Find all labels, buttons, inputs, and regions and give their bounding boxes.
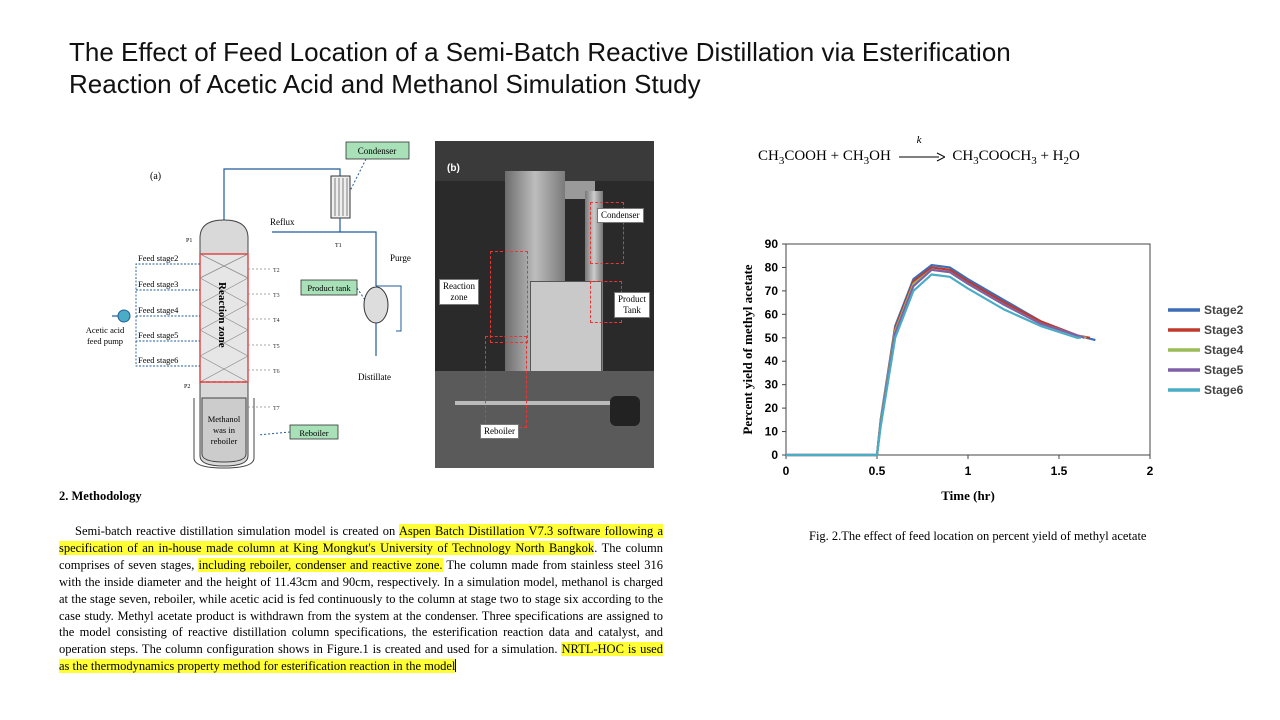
feed-stage-4: Feed stage4 bbox=[138, 305, 179, 315]
legend-label-stage6: Stage6 bbox=[1204, 383, 1244, 397]
highlight-1: Aspen Batch Distillation V7.3 software following a specification of an in-house made column at King Mongkut's University of Technology North Bangkok bbox=[59, 524, 664, 555]
text-cursor bbox=[455, 659, 456, 672]
eq-p2-sub: 2 bbox=[1063, 155, 1069, 167]
sensor-t3: T3 bbox=[273, 293, 280, 299]
x-tick-label: 2 bbox=[1146, 464, 1154, 478]
condenser-pointer bbox=[350, 159, 366, 191]
feed-pump-label-2: feed pump bbox=[86, 336, 124, 346]
plot-frame bbox=[786, 244, 1150, 455]
vapor-line bbox=[224, 169, 340, 222]
eq-p1: CH bbox=[952, 148, 974, 164]
y-tick-label: 30 bbox=[764, 377, 778, 392]
product-tank bbox=[364, 287, 388, 323]
reboiler-label: Reboiler bbox=[299, 428, 329, 438]
eq-r1-sub: 3 bbox=[778, 155, 785, 167]
highlight-3: NRTL-HOC is used as the thermodynamics property method for esterification reaction in the model bbox=[59, 642, 663, 674]
x-axis-label: Time (hr) bbox=[941, 488, 995, 503]
y-axis-label: Percent yield of methyl acetate bbox=[740, 264, 755, 435]
para-text-1: Semi-batch reactive distillation simulation model is created on bbox=[75, 524, 399, 538]
y-tick-label: 0 bbox=[771, 448, 778, 462]
feed-stage-3: Feed stage3 bbox=[138, 279, 179, 289]
p2-label: P2 bbox=[184, 384, 191, 390]
feed-stage-5: Feed stage5 bbox=[138, 330, 179, 340]
legend-label-stage2: Stage2 bbox=[1204, 303, 1244, 317]
eq-p1-sub: 3 bbox=[973, 155, 979, 167]
x-tick-label: 1 bbox=[964, 464, 972, 478]
photo-product-tank-line2: Tank bbox=[623, 305, 641, 315]
y-tick-label: 70 bbox=[764, 283, 778, 298]
legend-label-stage5: Stage5 bbox=[1204, 363, 1244, 377]
schematic-diagram bbox=[76, 136, 416, 471]
reaction-equation bbox=[758, 134, 1080, 167]
x-tick-label: 1.5 bbox=[1050, 464, 1068, 478]
eq-r2-tail: OH bbox=[869, 148, 891, 164]
eq-r2-sub: 3 bbox=[863, 155, 870, 167]
y-tick-label: 80 bbox=[764, 260, 778, 275]
photo-reaction-zone-line2: zone bbox=[450, 292, 468, 302]
methanol-label-3: reboiler bbox=[210, 436, 238, 446]
y-tick-label: 40 bbox=[764, 354, 778, 369]
eq-r1: CH bbox=[758, 148, 779, 164]
y-tick-label: 90 bbox=[764, 237, 778, 251]
sensor-t6: T6 bbox=[273, 369, 280, 375]
series-line-stage2 bbox=[786, 265, 1095, 455]
distillate-label: Distillate bbox=[358, 372, 391, 382]
photo-product-tank-label bbox=[614, 292, 650, 318]
sensor-t2: T2 bbox=[273, 268, 280, 274]
photo-condenser-label: Condenser bbox=[597, 208, 644, 223]
series-line-stage4 bbox=[786, 270, 1086, 455]
y-tick-label: 10 bbox=[764, 424, 778, 439]
para-text-3: The column made from stainless steel 316 with the inside diameter and the height of 11.43cm and 90cm, respectively. In a simulation model, methanol is charged at the stage seven, reboiler, while acetic acid is fed continuously to the column at stage two to stage six according to the case study. Methyl acetate product is withdrawn from the system at the condenser. Three specifications are assigned to the model consisting of reactive distillation column specifications, the esterification reaction data and catalyst, and operation steps. The column configuration shows in Figure.1 is created and used for a simulation. bbox=[59, 557, 664, 657]
y-tick-label: 20 bbox=[764, 401, 778, 416]
panel-label-a: (a) bbox=[150, 171, 162, 182]
rate-constant-k: k bbox=[916, 134, 922, 146]
condenser-label: Condenser bbox=[357, 146, 397, 156]
sensor-t4: T4 bbox=[273, 318, 280, 324]
yield-chart bbox=[730, 232, 1260, 512]
feed-stage-2: Feed stage2 bbox=[138, 253, 179, 263]
chart-plot-area bbox=[740, 237, 1244, 503]
series-line-stage6 bbox=[786, 274, 1081, 455]
x-tick-label: 0 bbox=[782, 464, 790, 478]
p1-label: P1 bbox=[186, 238, 193, 244]
methanol-label-1: Methanol bbox=[207, 414, 241, 424]
panel-label-b: (b) bbox=[447, 163, 460, 174]
methanol-label-2: was in bbox=[213, 425, 235, 435]
eq-p1-tail: COOCH bbox=[978, 148, 1032, 164]
reflux-label: Reflux bbox=[270, 217, 295, 227]
photo-reaction-zone-label bbox=[439, 279, 479, 305]
eq-p1-sub2: 3 bbox=[1031, 155, 1037, 167]
eq-plus1: + CH bbox=[826, 148, 864, 164]
y-tick-label: 50 bbox=[764, 330, 778, 345]
eq-r1-tail: COOH bbox=[784, 148, 827, 164]
highlight-2: including reboiler, condenser and reactive zone. bbox=[198, 557, 443, 572]
x-tick-label: 0.5 bbox=[868, 464, 886, 478]
reaction-arrow bbox=[899, 134, 945, 165]
sensor-t5: T5 bbox=[273, 344, 280, 350]
photo-reboiler-label: Reboiler bbox=[480, 424, 519, 439]
legend-label-stage3: Stage3 bbox=[1204, 323, 1244, 337]
y-tick-label: 60 bbox=[764, 307, 778, 322]
feed-stage-6: Feed stage6 bbox=[138, 355, 179, 365]
slide-title-line2: Reaction of Acetic Acid and Methanol Simulation Study bbox=[69, 69, 701, 99]
methodology-heading: 2. Methodology bbox=[59, 489, 142, 503]
feed-pump-icon bbox=[118, 310, 130, 322]
purge-label: Purge bbox=[390, 253, 411, 263]
slide-title bbox=[69, 36, 1069, 100]
product-tank-label: Product tank bbox=[307, 283, 351, 293]
series-line-stage5 bbox=[786, 270, 1084, 455]
equipment-photo bbox=[435, 141, 654, 468]
sensor-t1: T1 bbox=[335, 243, 342, 249]
slide-title-line1: The Effect of Feed Location of a Semi-Batch Reactive Distillation via Esterification bbox=[69, 37, 1011, 67]
photo-product-tank-line1: Product bbox=[618, 294, 646, 304]
reaction-zone-label: Reaction zone bbox=[216, 282, 228, 348]
sensor-t7: T7 bbox=[273, 406, 280, 412]
legend-label-stage4: Stage4 bbox=[1204, 343, 1244, 357]
eq-plus2: + H bbox=[1036, 148, 1064, 164]
feed-pump-label-1: Acetic acid bbox=[85, 325, 125, 335]
para-text-2: . The column comprises of seven stages, bbox=[59, 540, 664, 572]
photo-reaction-zone-line1: Reaction bbox=[443, 281, 475, 291]
series-line-stage3 bbox=[786, 267, 1090, 455]
eq-p2-tail: O bbox=[1068, 148, 1080, 164]
product-line bbox=[340, 232, 376, 286]
methodology-paragraph[interactable] bbox=[59, 523, 663, 675]
figure-caption: Fig. 2.The effect of feed location on percent yield of methyl acetate bbox=[809, 529, 1147, 543]
